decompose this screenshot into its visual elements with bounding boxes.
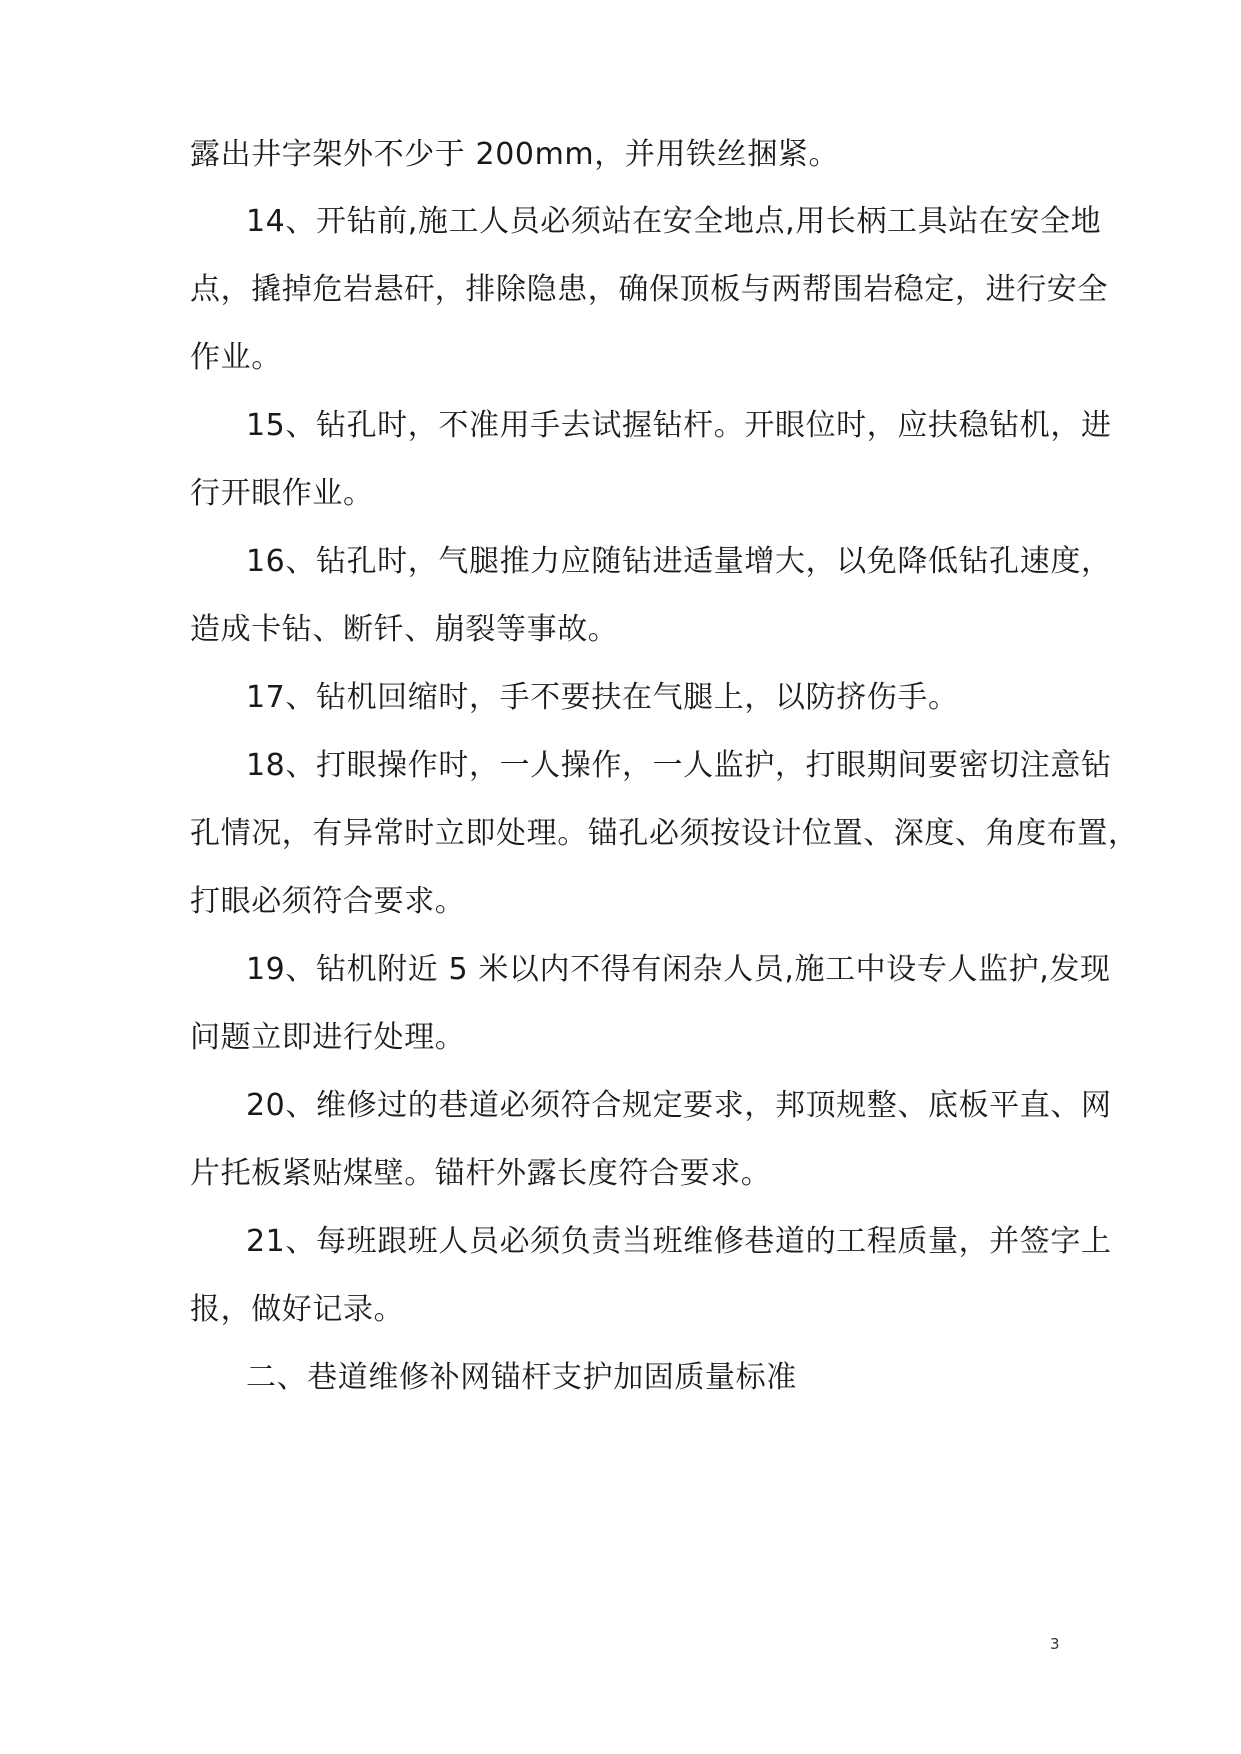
text-line: 片托板紧贴煤壁。锚杆外露长度符合要求。 xyxy=(190,1156,772,1191)
text-line: 行开眼作业。 xyxy=(190,476,374,511)
text-line: 露出井字架外不少于 200mm，并用铁丝捆紧。 xyxy=(190,137,840,172)
text-line: 16、钻孔时，气腿推力应随钻进适量增大，以免降低钻孔速度， xyxy=(246,544,1112,579)
text-line: 21、每班跟班人员必须负责当班维修巷道的工程质量，并签字上 xyxy=(246,1224,1112,1259)
text-line: 点，撬掉危岩悬矸，排除隐患，确保顶板与两帮围岩稳定，进行安全 xyxy=(190,272,1108,307)
section-heading: 二、巷道维修补网锚杆支护加固质量标准 xyxy=(246,1360,797,1395)
text-line: 孔情况，有异常时立即处理。锚孔必须按设计位置、深度、角度布置， xyxy=(190,816,1139,851)
text-line: 作业。 xyxy=(190,340,282,375)
text-line: 造成卡钻、断钎、崩裂等事故。 xyxy=(190,612,619,647)
text-line: 15、钻孔时，不准用手去试握钻杆。开眼位时，应扶稳钻机，进 xyxy=(246,408,1112,443)
text-line: 问题立即进行处理。 xyxy=(190,1020,466,1055)
text-line: 报，做好记录。 xyxy=(190,1292,405,1327)
text-line: 打眼必须符合要求。 xyxy=(190,884,466,919)
text-line: 17、钻机回缩时，手不要扶在气腿上，以防挤伤手。 xyxy=(246,680,959,715)
text-line: 14、开钻前,施工人员必须站在安全地点,用长柄工具站在安全地 xyxy=(246,204,1102,239)
page-number: 3 xyxy=(1050,1635,1060,1653)
text-line: 19、钻机附近 5 米以内不得有闲杂人员,施工中设专人监护,发现 xyxy=(246,952,1111,987)
text-line: 20、维修过的巷道必须符合规定要求，邦顶规整、底板平直、网 xyxy=(246,1088,1112,1123)
text-line: 18、打眼操作时，一人操作，一人监护，打眼期间要密切注意钻 xyxy=(246,748,1112,783)
